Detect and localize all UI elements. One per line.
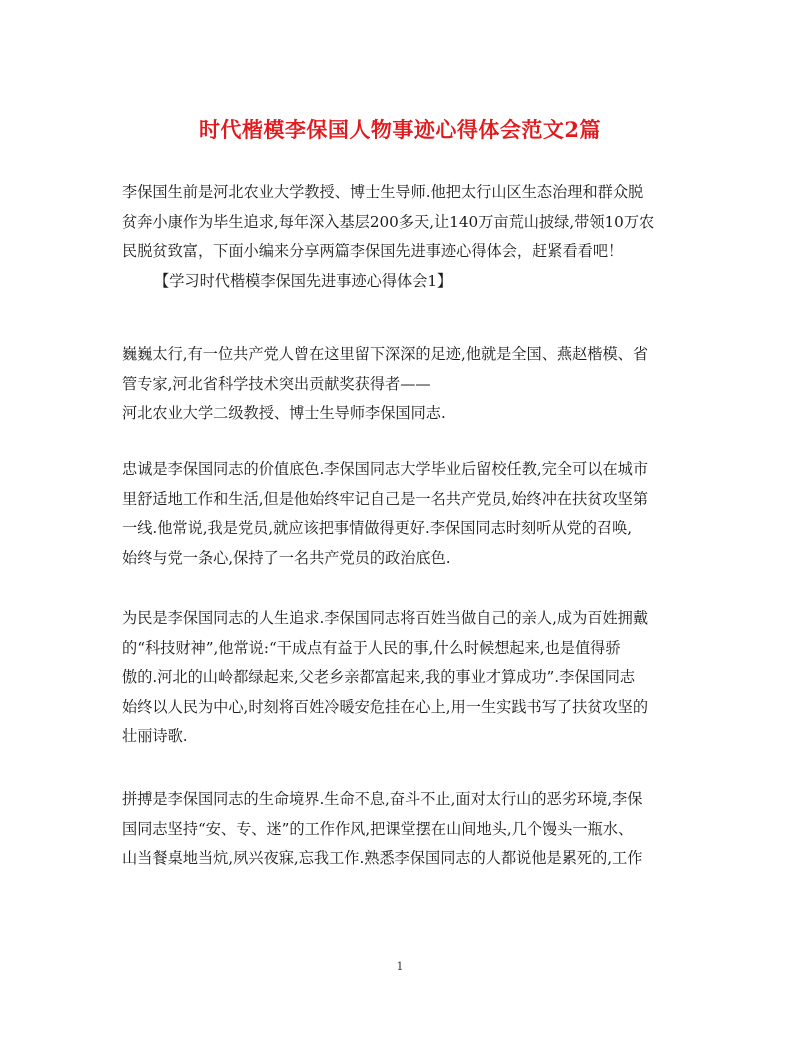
paragraph-line: 山当餐桌地当炕,夙兴夜寐,忘我工作.熟悉李保国同志的人都说他是累死的,工作 [122,849,643,867]
paragraph-line: 壮丽诗歌. [122,727,188,745]
paragraph-line: 管专家,河北省科学技术突出贡献奖获得者—— [122,374,431,393]
paragraph-3 [122,604,678,752]
intro-line: 李保国生前是河北农业大学教授、博士生导师.他把太行山区生态治理和群众脱 [122,183,644,201]
intro-paragraph [122,178,678,296]
paragraph-line: 为民是李保国同志的人生追求.李保国同志将百姓当做自己的亲人,成为百姓拥戴 [122,609,649,627]
paragraph-line: 河北农业大学二级教授、博士生导师李保国同志. [122,404,446,422]
intro-line: 贫奔小康作为毕生追求,每年深入基层200多天,让140万亩荒山披绿,带领10万农 [122,212,655,231]
paragraph-line: 忠诚是李保国同志的价值底色.李保国同志大学毕业后留校任教,完全可以在城市 [122,460,649,478]
paragraph-line: 的“科技财神”,他常说:“干成点有益于人民的事,什么时候想起来,也是值得骄 [122,638,621,657]
document-title: 时代楷模李保国人物事迹心得体会范文2篇 [198,117,602,142]
paragraph-line: 一线.他常说,我是党员,就应该把事情做得更好.李保国同志时刻听从党的召唤, [122,519,633,537]
paragraph-1 [122,340,678,429]
paragraph-line: 始终以人民为中心,时刻将百姓冷暖安危挂在心上,用一生实践书写了扶贫攻坚的 [122,697,649,716]
paragraph-line: 拼搏是李保国同志的生命境界.生命不息,奋斗不止,面对太行山的恶劣环境,李保 [122,790,643,808]
section-heading: 【学习时代楷模李保国先进事迹心得体会1】 [154,271,453,290]
paragraph-line: 国同志坚持“安、专、迷”的工作作风,把课堂摆在山间地头,几个馒头一瓶水、 [122,819,634,838]
paragraph-line: 始终与党一条心,保持了一名共产党员的政治底色. [122,548,451,567]
page-number: 1 [396,960,404,973]
paragraph-2 [122,455,678,573]
paragraph-line: 巍巍太行,有一位共产党人曾在这里留下深深的足迹,他就是全国、燕赵楷模、省 [122,345,649,363]
intro-line: 民脱贫致富，下面小编来分享两篇李保国先进事迹心得体会，赶紧看看吧！ [122,242,624,260]
paragraph-line: 里舒适地工作和生活,但是他始终牢记自己是一名共产党员,始终冲在扶贫攻坚第 [122,489,649,508]
paragraph-line: 傲的.河北的山岭都绿起来,父老乡亲都富起来,我的事业才算成功”.李保国同志 [122,668,636,686]
paragraph-4 [122,785,678,874]
